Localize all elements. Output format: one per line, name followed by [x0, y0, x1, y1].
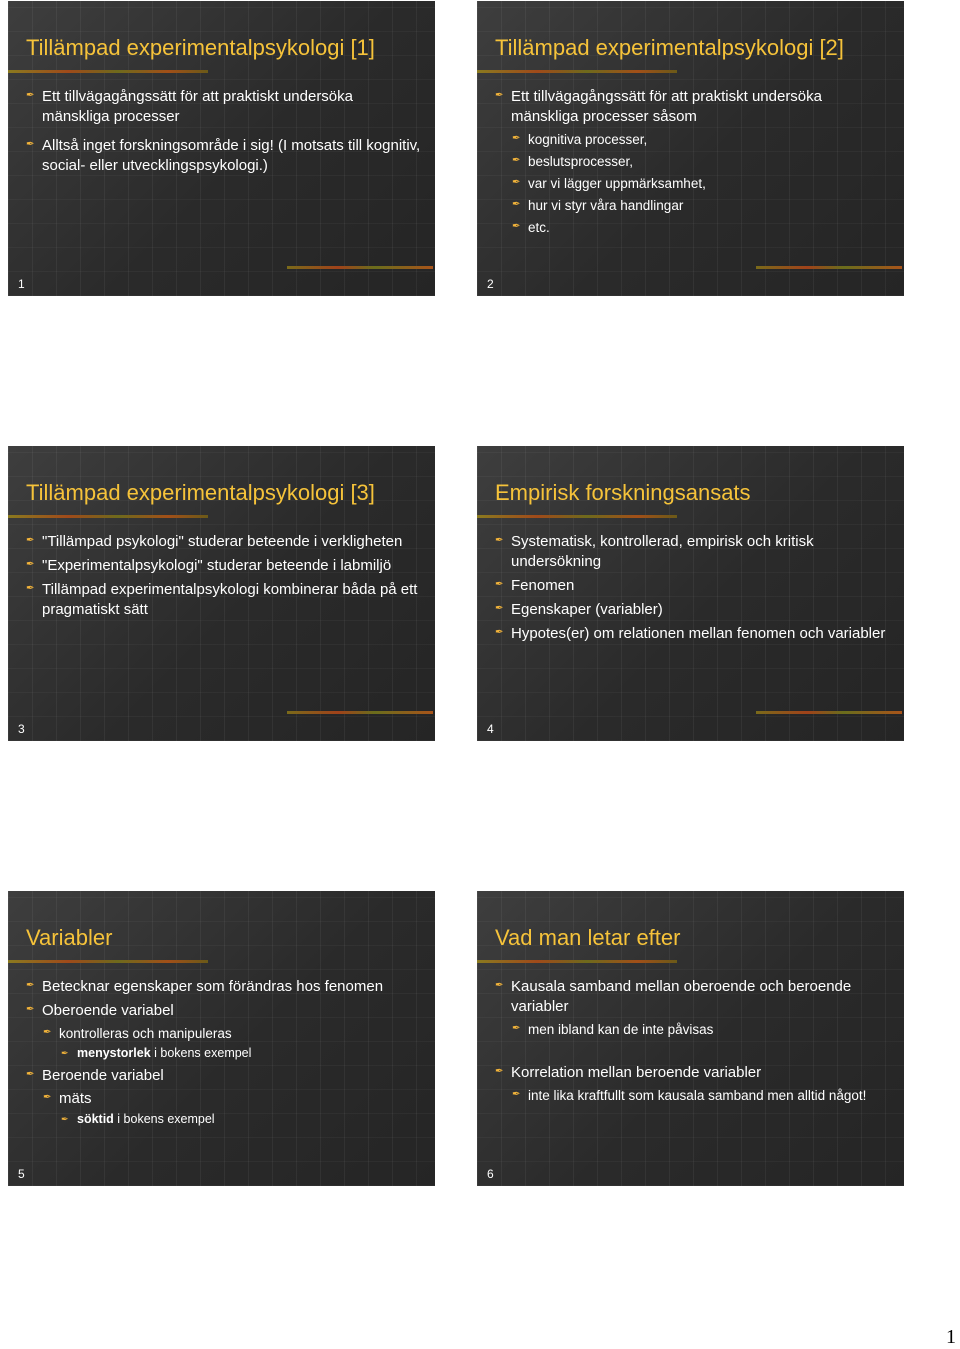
quill-pen-icon: ✒ [26, 980, 35, 991]
slide-4 [477, 446, 904, 741]
bullet-item [26, 977, 423, 997]
bullet-item [495, 600, 892, 620]
slide-1 [8, 1, 435, 296]
sub-bullet-item [512, 196, 892, 215]
footer-bar [287, 711, 433, 714]
slide-5 [8, 891, 435, 1186]
bullet-text: Kausala samband mellan oberoende och beroende variabler [511, 978, 852, 1015]
bullet-text: Ett tillvägagångssätt för att praktiskt undersöka mänskliga processer [42, 88, 353, 125]
bullet-text: i bokens exempel [150, 1046, 252, 1060]
quill-pen-icon: ✒ [61, 1048, 69, 1058]
bullet-text: Betecknar egenskaper som förändras hos fenomen [42, 978, 384, 995]
quill-pen-icon: ✒ [26, 139, 35, 150]
bullet-text: hur vi styr våra handlingar [528, 198, 684, 213]
sub-bullet-item [512, 218, 892, 237]
slide-title: Empirisk forskningsansats [495, 480, 751, 505]
quill-pen-icon: ✒ [495, 579, 504, 590]
bullet-item [26, 1066, 423, 1086]
bullet-text: "Tillämpad psykologi" studerar beteende i verkligheten [42, 533, 403, 550]
sub-bullet-item [43, 1024, 423, 1043]
quill-pen-icon: ✒ [495, 1066, 504, 1077]
bullet-text: Egenskaper (variabler) [511, 601, 663, 618]
sub-sub-bullet-item [61, 1045, 423, 1062]
quill-pen-icon: ✒ [495, 535, 504, 546]
bullet-text: Hypotes(er) om relationen mellan fenomen och variabler [511, 625, 886, 642]
title-underline [8, 960, 208, 963]
quill-pen-icon: ✒ [512, 199, 521, 210]
sub-bullet-item [512, 1086, 892, 1105]
footer-bar [756, 711, 902, 714]
bullet-text: Fenomen [511, 577, 575, 594]
quill-pen-icon: ✒ [512, 177, 521, 188]
quill-pen-icon: ✒ [512, 1089, 521, 1100]
bullet-item [26, 556, 423, 576]
bullet-list [26, 977, 423, 1128]
sub-bullet-item [512, 174, 892, 193]
quill-pen-icon: ✒ [26, 90, 35, 101]
quill-pen-icon: ✒ [26, 535, 35, 546]
bullet-text: men ibland kan de inte påvisas [528, 1022, 714, 1037]
bullet-bold-text: söktid [77, 1112, 114, 1126]
quill-pen-icon: ✒ [43, 1027, 52, 1038]
slide-3 [8, 446, 435, 741]
bullet-list [495, 532, 892, 644]
quill-pen-icon: ✒ [61, 1114, 69, 1124]
bullet-list [495, 977, 892, 1105]
title-underline [8, 515, 208, 518]
bullet-item [495, 532, 892, 572]
slide-number: 6 [487, 1167, 494, 1181]
bullet-item [495, 624, 892, 644]
slide-title: Variabler [26, 925, 113, 950]
slide-title: Tillämpad experimentalpsykologi [2] [495, 35, 844, 60]
quill-pen-icon: ✒ [495, 627, 504, 638]
quill-pen-icon: ✒ [495, 980, 504, 991]
title-underline [8, 70, 208, 73]
bullet-text: Ett tillvägagångssätt för att praktiskt undersöka mänskliga processer såsom [511, 88, 822, 125]
bullet-text: inte lika kraftfullt som kausala samband men alltid något! [528, 1088, 867, 1103]
quill-pen-icon: ✒ [26, 1004, 35, 1015]
sub-bullet-item [512, 152, 892, 171]
bullet-item [495, 977, 892, 1017]
bullet-text: var vi lägger uppmärksamhet, [528, 176, 706, 191]
slide-number: 4 [487, 722, 494, 736]
page-number: 1 [946, 1326, 956, 1348]
slide-number: 3 [18, 722, 25, 736]
bullet-item [26, 580, 423, 620]
slide-number: 2 [487, 277, 494, 291]
bullet-text: beslutsprocesser, [528, 154, 634, 169]
sub-sub-bullet-item [61, 1111, 423, 1128]
bullet-list [495, 87, 892, 237]
bullet-text: "Experimentalpsykologi" studerar beteende i labmiljö [42, 557, 392, 574]
bullet-list [26, 532, 423, 620]
title-underline [477, 960, 677, 963]
bullet-text: i bokens exempel [113, 1112, 215, 1126]
sub-bullet-item [43, 1089, 423, 1109]
bullet-text: Korrelation mellan beroende variabler [511, 1064, 762, 1081]
slide-title: Vad man letar efter [495, 925, 681, 950]
quill-pen-icon: ✒ [512, 133, 521, 144]
sub-bullet-item [512, 1020, 892, 1039]
bullet-item [495, 576, 892, 596]
quill-pen-icon: ✒ [26, 1069, 35, 1080]
quill-pen-icon: ✒ [495, 603, 504, 614]
bullet-text: Beroende variabel [42, 1067, 164, 1084]
bullet-text: kognitiva processer, [528, 132, 648, 147]
bullet-item [495, 87, 892, 127]
footer-bar [287, 266, 433, 269]
slide-number: 1 [18, 277, 25, 291]
bullet-list [26, 87, 423, 176]
title-underline [477, 515, 677, 518]
quill-pen-icon: ✒ [512, 1023, 521, 1034]
sub-bullet-item [512, 130, 892, 149]
bullet-item [26, 1001, 423, 1021]
quill-pen-icon: ✒ [26, 583, 35, 594]
bullet-text: Systematisk, kontrollerad, empirisk och kritisk undersökning [511, 533, 814, 570]
bullet-item [495, 1063, 892, 1083]
quill-pen-icon: ✒ [495, 90, 504, 101]
slide-2 [477, 1, 904, 296]
footer-bar [756, 266, 902, 269]
quill-pen-icon: ✒ [43, 1092, 52, 1103]
bullet-text: etc. [528, 220, 550, 235]
bullet-text: mäts [59, 1090, 92, 1107]
title-underline [477, 70, 677, 73]
slide-number: 5 [18, 1167, 25, 1181]
quill-pen-icon: ✒ [512, 221, 521, 232]
bullet-text: Oberoende variabel [42, 1002, 174, 1019]
quill-pen-icon: ✒ [512, 155, 521, 166]
slide-title: Tillämpad experimentalpsykologi [1] [26, 35, 375, 60]
slide-6 [477, 891, 904, 1186]
bullet-text: Alltså inget forskningsområde i sig! (I motsats till kognitiv, social- eller utvecklingspsykologi.) [42, 137, 421, 174]
bullet-text: Tillämpad experimentalpsykologi kombinerar båda på ett pragmatiskt sätt [42, 581, 418, 618]
bullet-text: kontrolleras och manipuleras [59, 1026, 232, 1041]
quill-pen-icon: ✒ [26, 559, 35, 570]
bullet-bold-text: menystorlek [77, 1046, 151, 1060]
bullet-item [26, 87, 423, 127]
bullet-item [26, 532, 423, 552]
bullet-item [26, 136, 423, 176]
slide-title: Tillämpad experimentalpsykologi [3] [26, 480, 375, 505]
